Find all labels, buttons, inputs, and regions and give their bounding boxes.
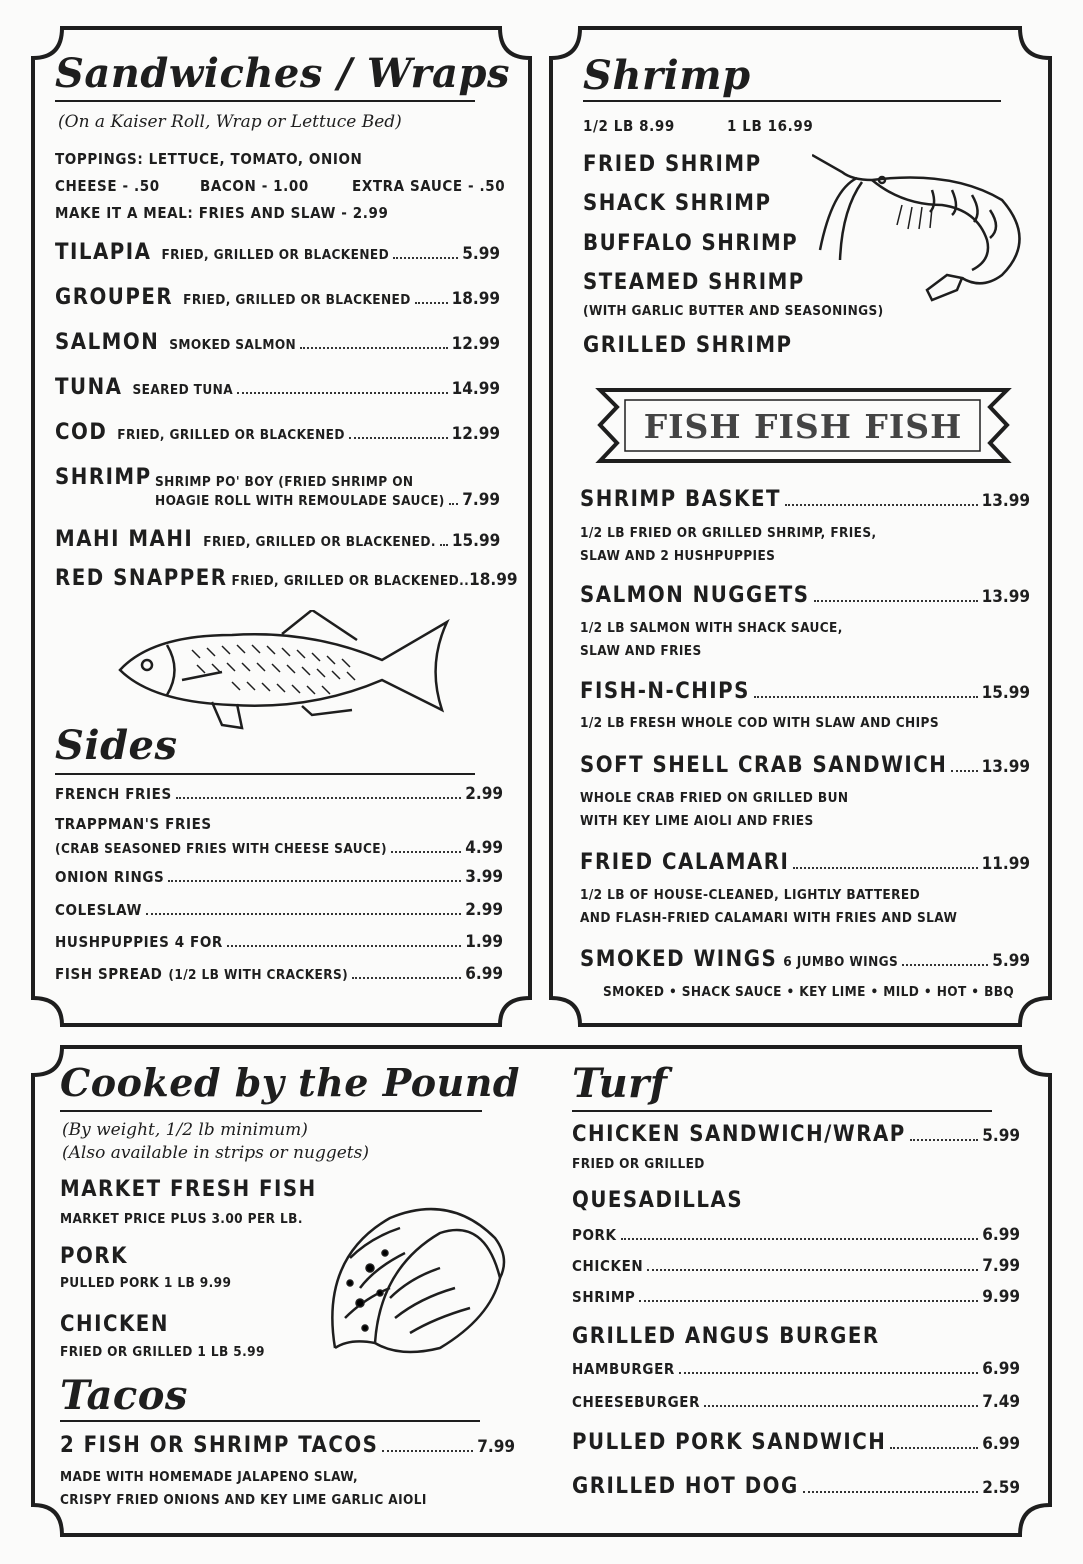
fish-item-desc: 1/2 LB SALMON WITH SHACK SAUCE, <box>580 620 843 636</box>
shrimp-title: Shrimp <box>583 52 751 99</box>
item-name: TUNA <box>55 375 123 400</box>
side-hushpuppies <box>55 932 503 952</box>
sides-title: Sides <box>55 722 178 769</box>
side-name: FRENCH FRIES <box>55 785 172 803</box>
side-price: 3.99 <box>465 867 503 887</box>
fish-item-extra: 6 JUMBO WINGS <box>783 954 899 970</box>
menu-item-grouper <box>55 285 500 310</box>
pound-item-name: CHICKEN <box>60 1312 169 1337</box>
side-name: COLESLAW <box>55 901 142 919</box>
turf-sub-name: SHRIMP <box>572 1288 636 1306</box>
tacos-desc-2: CRISPY FRIED ONIONS AND KEY LIME GARLIC AIOLI <box>60 1492 427 1508</box>
turf-hot-dog <box>572 1474 1020 1499</box>
turf-item-desc: FRIED OR GRILLED <box>572 1156 705 1172</box>
side-desc: (1/2 LB WITH CRACKERS) <box>168 967 349 983</box>
fish-item-soft-shell-crab <box>580 753 1030 778</box>
fish-item-price: 13.99 <box>981 757 1030 777</box>
side-fish-spread <box>55 964 503 984</box>
menu-item-tuna <box>55 375 500 400</box>
bacon-option: BACON - 1.00 <box>200 177 309 195</box>
fish-item-desc: 1/2 LB FRIED OR GRILLED SHRIMP, FRIES, <box>580 525 877 541</box>
side-name-trappman: TRAPPMAN'S FRIES <box>55 815 212 833</box>
pound-item-desc: MARKET PRICE PLUS 3.00 PER LB. <box>60 1211 303 1227</box>
item-price: 5.99 <box>462 244 500 264</box>
fish-illustration <box>112 610 452 735</box>
fish-item-name: SMOKED WINGS <box>580 947 778 972</box>
toppings-line: TOPPINGS: LETTUCE, TOMATO, ONION <box>55 150 363 168</box>
turf-item-price: 6.99 <box>982 1434 1020 1454</box>
menu-item-mahi-mahi <box>55 527 500 552</box>
fish-item-fish-n-chips <box>580 679 1030 704</box>
turf-sub-price: 7.99 <box>982 1256 1020 1276</box>
turf-sub-name: HAMBURGER <box>572 1360 675 1378</box>
side-desc: (CRAB SEASONED FRIES WITH CHEESE SAUCE) <box>55 841 387 857</box>
fish-item-price: 15.99 <box>981 683 1030 703</box>
shrimp-item-steamed: STEAMED SHRIMP <box>583 270 805 295</box>
tacos-desc-1: MADE WITH HOMEMADE JALAPENO SLAW, <box>60 1469 359 1485</box>
shrimp-item-shack: SHACK SHRIMP <box>583 191 772 216</box>
pound-title: Cooked by the Pound <box>60 1060 520 1105</box>
item-desc: FRIED, GRILLED OR BLACKENED <box>117 427 345 443</box>
side-onion-rings <box>55 867 503 887</box>
turf-item-price: 5.99 <box>982 1126 1020 1146</box>
side-trappmans-fries <box>55 838 503 858</box>
pound-subtitle-2: (Also available in strips or nuggets) <box>62 1143 369 1163</box>
item-desc: SMOKED SALMON <box>169 337 297 353</box>
pound-item-desc: PULLED PORK 1 LB 9.99 <box>60 1275 232 1291</box>
side-price: 4.99 <box>465 838 503 858</box>
shrimp-steamed-note: (WITH GARLIC BUTTER AND SEASONINGS) <box>583 303 884 319</box>
fish-item-fried-calamari <box>580 850 1030 875</box>
tacos-title: Tacos <box>60 1372 188 1419</box>
side-name: HUSHPUPPIES 4 FOR <box>55 933 223 951</box>
pound-item-name: PORK <box>60 1244 128 1269</box>
turf-sub-price: 7.49 <box>982 1392 1020 1412</box>
turf-item-name: GRILLED HOT DOG <box>572 1474 799 1499</box>
item-name: GROUPER <box>55 285 174 310</box>
turf-sub-price: 6.99 <box>982 1359 1020 1379</box>
item-name: TILAPIA <box>55 240 152 265</box>
sides-title-rule <box>55 773 475 775</box>
fish-item-shrimp-basket <box>580 487 1030 512</box>
fish-item-desc: WITH KEY LIME AIOLI AND FRIES <box>580 813 814 829</box>
fish-item-price: 5.99 <box>992 951 1030 971</box>
fish-item-name: SHRIMP BASKET <box>580 487 782 512</box>
side-price: 6.99 <box>465 964 503 984</box>
fish-item-price: 13.99 <box>981 587 1030 607</box>
sandwiches-title: Sandwiches / Wraps <box>55 50 510 97</box>
item-name: MAHI MAHI <box>55 527 194 552</box>
shrimp-title-rule <box>583 100 1001 102</box>
fish-item-smoked-wings <box>580 947 1030 972</box>
menu-item-salmon <box>55 330 500 355</box>
fish-banner <box>595 385 1015 467</box>
shrimp-one-lb-price: 1 LB 16.99 <box>727 117 814 135</box>
fish-item-desc: SLAW AND FRIES <box>580 643 702 659</box>
turf-sub-name: CHEESEBURGER <box>572 1393 701 1411</box>
turf-quesadilla-shrimp <box>572 1287 1020 1307</box>
tacos-title-rule <box>60 1420 480 1422</box>
fish-item-desc: WHOLE CRAB FRIED ON GRILLED BUN <box>580 790 849 806</box>
tacos-item <box>60 1433 515 1458</box>
item-name: RED SNAPPER <box>55 566 228 591</box>
fish-item-name: SOFT SHELL CRAB SANDWICH <box>580 753 948 778</box>
turf-quesadilla-chicken <box>572 1256 1020 1276</box>
shrimp-illustration <box>812 150 1032 310</box>
menu-item-red-snapper <box>55 566 518 591</box>
menu-item-cod <box>55 420 500 445</box>
fish-item-name: SALMON NUGGETS <box>580 583 810 608</box>
tacos-name: 2 FISH OR SHRIMP TACOS <box>60 1433 379 1458</box>
side-price: 2.99 <box>465 784 503 804</box>
taco-illustration <box>320 1198 510 1358</box>
fish-item-price: 13.99 <box>981 491 1030 511</box>
fish-item-desc: AND FLASH-FRIED CALAMARI WITH FRIES AND SLAW <box>580 910 958 926</box>
pound-subtitle-1: (By weight, 1/2 lb minimum) <box>62 1120 308 1140</box>
cheese-option: CHEESE - .50 <box>55 177 160 195</box>
shrimp-item-buffalo: BUFFALO SHRIMP <box>583 231 799 256</box>
side-price: 1.99 <box>465 932 503 952</box>
item-price: 18.99 <box>469 570 518 590</box>
turf-item-name: PULLED PORK SANDWICH <box>572 1430 887 1455</box>
item-desc: FRIED, GRILLED OR BLACKENED. <box>203 534 436 550</box>
item-desc: HOAGIE ROLL WITH REMOULADE SAUCE) <box>155 493 445 509</box>
shrimp-item-grilled: GRILLED SHRIMP <box>583 333 793 358</box>
meal-option: MAKE IT A MEAL: FRIES AND SLAW - 2.99 <box>55 204 389 222</box>
turf-title-rule <box>572 1110 992 1112</box>
item-name: COD <box>55 420 108 445</box>
fish-item-name: FRIED CALAMARI <box>580 850 790 875</box>
turf-quesadillas-heading: QUESADILLAS <box>572 1188 744 1213</box>
item-name-shrimp: SHRIMP <box>55 465 152 490</box>
menu-item-tilapia <box>55 240 500 265</box>
turf-title: Turf <box>572 1060 668 1107</box>
pound-title-rule <box>60 1110 482 1112</box>
side-price: 2.99 <box>465 900 503 920</box>
turf-chicken-sandwich <box>572 1122 1020 1147</box>
wing-sauces: SMOKED • SHACK SAUCE • KEY LIME • MILD • HOT • BBQ <box>603 984 1015 1000</box>
pound-item-desc: FRIED OR GRILLED 1 LB 5.99 <box>60 1344 265 1360</box>
fish-item-desc: 1/2 LB OF HOUSE-CLEANED, LIGHTLY BATTERED <box>580 887 921 903</box>
extra-sauce-option: EXTRA SAUCE - .50 <box>352 177 506 195</box>
turf-hamburger <box>572 1359 1020 1379</box>
turf-cheeseburger <box>572 1392 1020 1412</box>
turf-sub-name: PORK <box>572 1226 617 1244</box>
item-price: 12.99 <box>451 424 500 444</box>
item-name: SALMON <box>55 330 160 355</box>
turf-sub-price: 6.99 <box>982 1225 1020 1245</box>
side-name: FISH SPREAD <box>55 965 163 983</box>
side-coleslaw <box>55 900 503 920</box>
side-french-fries <box>55 784 503 804</box>
item-desc: SEARED TUNA <box>132 382 233 398</box>
turf-quesadilla-pork <box>572 1225 1020 1245</box>
item-desc: FRIED, GRILLED OR BLACKENED <box>161 247 390 263</box>
turf-item-name: CHICKEN SANDWICH/WRAP <box>572 1122 906 1147</box>
fish-item-name: FISH-N-CHIPS <box>580 679 750 704</box>
sandwiches-subtitle: (On a Kaiser Roll, Wrap or Lettuce Bed) <box>58 112 402 132</box>
shrimp-half-lb-price: 1/2 LB 8.99 <box>583 117 675 135</box>
fish-banner-text: FISH FISH FISH <box>643 407 963 446</box>
item-desc: FRIED, GRILLED OR BLACKENED <box>183 292 411 308</box>
pound-item-name: MARKET FRESH FISH <box>60 1177 317 1202</box>
item-price: 12.99 <box>451 334 500 354</box>
item-desc-shrimp: SHRIMP PO' BOY (FRIED SHRIMP ON <box>155 474 414 490</box>
shrimp-item-fried: FRIED SHRIMP <box>583 152 762 177</box>
sandwiches-title-rule <box>55 100 475 102</box>
tacos-price: 7.99 <box>477 1437 515 1457</box>
item-price: 14.99 <box>451 379 500 399</box>
side-name: ONION RINGS <box>55 868 165 886</box>
fish-item-salmon-nuggets <box>580 583 1030 608</box>
item-price: 7.99 <box>462 490 500 510</box>
item-desc: FRIED, GRILLED OR BLACKENED.. <box>231 573 470 589</box>
item-price: 15.99 <box>451 531 501 551</box>
item-price: 18.99 <box>451 289 500 309</box>
menu-item-shrimp-poboy <box>155 490 500 510</box>
turf-sub-name: CHICKEN <box>572 1257 644 1275</box>
fish-item-price: 11.99 <box>981 854 1030 874</box>
fish-item-desc: 1/2 LB FRESH WHOLE COD WITH SLAW AND CHIPS <box>580 715 939 731</box>
fish-item-desc: SLAW AND 2 HUSHPUPPIES <box>580 548 776 564</box>
turf-sub-price: 9.99 <box>982 1287 1020 1307</box>
turf-item-price: 2.59 <box>982 1478 1020 1498</box>
turf-burger-heading: GRILLED ANGUS BURGER <box>572 1324 880 1349</box>
turf-pulled-pork <box>572 1430 1020 1455</box>
